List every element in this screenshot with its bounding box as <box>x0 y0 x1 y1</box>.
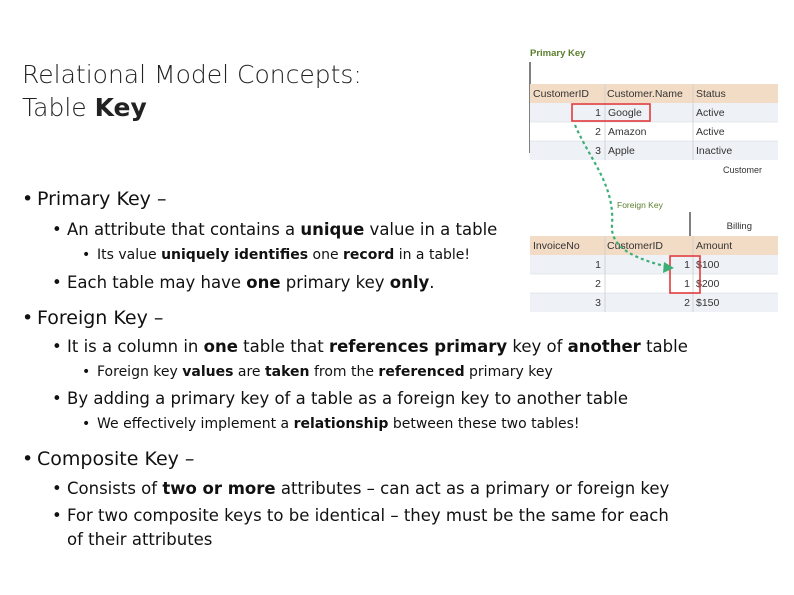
bullet-primary-key: • Primary Key – <box>22 188 167 210</box>
text-segment: are <box>233 364 265 380</box>
billing-row-1 <box>530 255 778 274</box>
text-segment: references primary <box>328 337 508 356</box>
primary-key-label: Primary Key <box>530 48 586 59</box>
text-segment: Each table may have <box>67 273 247 292</box>
bullet-pk-identifies: • Its value uniquely identifies one record in a table! <box>82 247 471 263</box>
customer-row-2 <box>530 122 778 141</box>
text-segment: one <box>203 337 238 356</box>
text-segment: from the <box>309 364 379 380</box>
customer-cell: Active <box>696 126 725 138</box>
bullet-ck-consists: • Consists of two or more attributes – can act as a primary or foreign key <box>52 479 670 498</box>
text-segment: record <box>343 247 395 263</box>
customer-header-cell: CustomerID <box>533 88 590 100</box>
billing-cell: 1 <box>595 259 601 271</box>
text-segment: Its value <box>97 247 162 263</box>
billing-cell: 2 <box>684 297 690 309</box>
bullet-composite-key: • Composite Key – <box>22 448 195 470</box>
bullet-fk-values: • Foreign key values are taken from the referenced primary key <box>82 364 553 380</box>
text-segment: table <box>640 337 688 356</box>
text-segment: Key <box>94 93 147 122</box>
text-segment: one <box>246 273 281 292</box>
customer-cell: Amazon <box>608 126 647 138</box>
text-segment: relationship <box>293 416 389 432</box>
text-segment: one <box>308 247 344 263</box>
text-segment: table that <box>237 337 329 356</box>
text-segment: Primary Key – <box>37 188 167 210</box>
text-segment: Consists of <box>67 479 163 498</box>
bullet-pk-unique: • An attribute that contains a unique value in a table <box>52 220 498 239</box>
customer-cell: Apple <box>608 145 635 157</box>
billing-cell: $200 <box>696 278 720 290</box>
billing-header-cell: Amount <box>696 240 733 252</box>
text-segment: another <box>567 337 641 356</box>
text-segment: By adding a primary key of a table as a foreign key to another table <box>67 389 629 408</box>
title-line-1: Relational Model Concepts: <box>22 60 362 89</box>
customer-cell: 2 <box>595 126 601 138</box>
text-segment: uniquely identifies <box>161 247 309 263</box>
text-segment: It is a column in <box>67 337 204 356</box>
bullet-ck-identical-cont <box>67 530 212 549</box>
bullet-pk-one: • Each table may have one primary key only. <box>52 273 435 292</box>
bullet-fk-adding: • By adding a primary key of a table as a foreign key to another table <box>52 389 629 408</box>
customer-cell: 3 <box>595 145 601 157</box>
customer-cell: Inactive <box>696 145 733 157</box>
text-segment: We effectively implement a <box>97 416 294 432</box>
customer-cell: Active <box>696 107 725 119</box>
text-segment: of their attributes <box>67 530 213 549</box>
text-segment: primary key <box>280 273 390 292</box>
text-segment: For two composite keys to be identical – they must be the same for each <box>67 506 669 525</box>
bullet-ck-identical: • For two composite keys to be identical – they must be the same for each <box>52 506 669 525</box>
bullet-fk-relationship: • We effectively implement a relationship between these two tables! <box>82 416 580 432</box>
billing-table-caption: Billing <box>726 221 752 232</box>
text-segment: key of <box>507 337 568 356</box>
title-line-2 <box>22 91 362 124</box>
text-segment: Composite Key – <box>37 448 195 470</box>
key-diagram <box>525 40 787 312</box>
customer-row-1 <box>530 103 778 122</box>
text-segment: value in a table <box>364 220 498 239</box>
bullet-fk-references: • It is a column in one table that references primary key of another table <box>52 337 688 356</box>
text-segment: Foreign key <box>97 364 183 380</box>
text-segment: attributes – can act as a primary or foreign key <box>275 479 670 498</box>
text-segment: values <box>182 364 234 380</box>
text-segment: . <box>429 273 435 292</box>
text-segment: Foreign Key – <box>37 307 164 329</box>
text-segment: primary key <box>464 364 553 380</box>
billing-cell: 3 <box>595 297 601 309</box>
customer-row-3 <box>530 141 778 160</box>
customer-table-caption: Customer <box>722 165 762 175</box>
bullet-foreign-key: • Foreign Key – <box>22 307 164 329</box>
foreign-key-label: Foreign Key <box>617 200 663 210</box>
billing-row-2 <box>530 274 778 293</box>
text-segment: only <box>389 273 430 292</box>
slide-title <box>22 58 362 124</box>
text-segment: unique <box>300 220 365 239</box>
billing-cell: 1 <box>684 278 690 290</box>
text-segment: referenced <box>378 364 465 380</box>
customer-cell: 1 <box>595 107 601 119</box>
text-segment: Table <box>22 93 95 122</box>
billing-cell: 2 <box>595 278 601 290</box>
billing-cell: 1 <box>684 259 690 271</box>
customer-header-cell: Customer.Name <box>607 88 683 100</box>
text-segment: two or more <box>162 479 276 498</box>
billing-header-cell: CustomerID <box>607 240 664 252</box>
billing-cell: $100 <box>696 259 720 271</box>
text-segment: between these two tables! <box>388 416 580 432</box>
text-segment: in a table! <box>394 247 471 263</box>
billing-header-cell: InvoiceNo <box>533 240 580 252</box>
customer-cell: Google <box>608 107 642 119</box>
billing-cell: $150 <box>696 297 720 309</box>
text-segment: taken <box>264 364 310 380</box>
billing-row-3 <box>530 293 778 312</box>
customer-header-cell: Status <box>696 88 726 100</box>
text-segment: An attribute that contains a <box>67 220 301 239</box>
